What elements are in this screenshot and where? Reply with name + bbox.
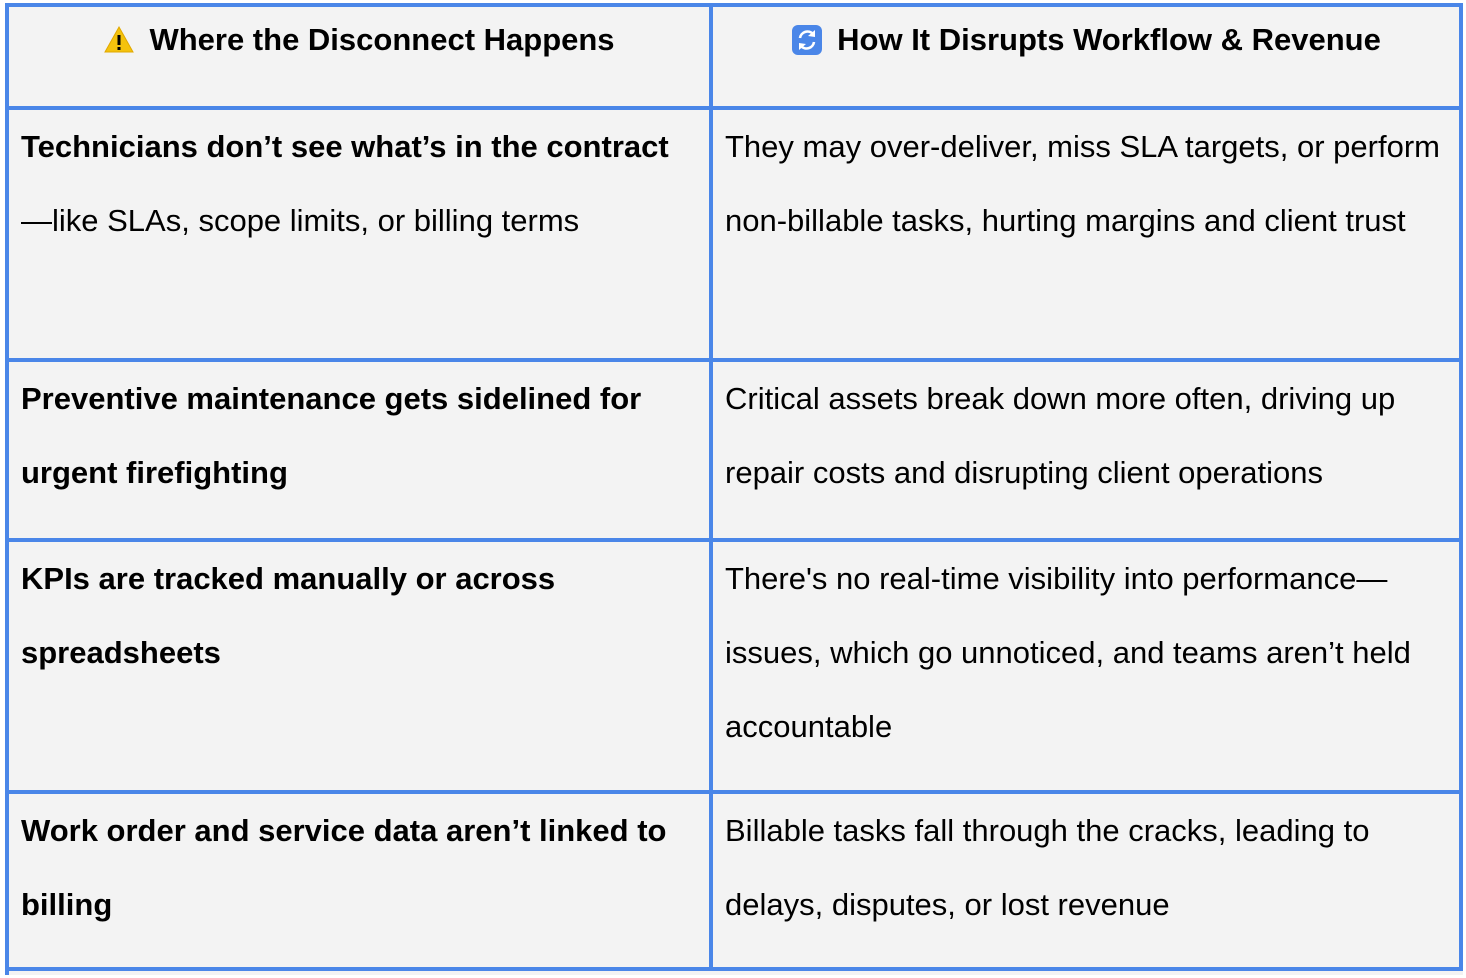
row-4-disconnect-cell	[9, 794, 713, 971]
header-cell-disconnect	[9, 7, 713, 110]
row-3-disconnect-bold: KPIs are tracked manually or across spreadsheets	[21, 561, 556, 670]
row-3-disruption-text: There's no real-time visibility into performance—issues, which go unnoticed, and teams aren’t held accountable	[725, 561, 1411, 744]
header-label-disconnect: Where the Disconnect Happens	[149, 22, 615, 57]
row-2-disruption-cell	[713, 362, 1463, 542]
row-1-disconnect-bold: Technicians don’t see what’s in the contract	[21, 129, 669, 164]
row-2-disconnect-bold: Preventive maintenance gets sidelined for urgent firefighting	[21, 381, 642, 490]
row-2-disruption-text: Critical assets break down more often, driving up repair costs and disrupting client operations	[725, 381, 1396, 490]
row-1-disconnect-cell	[9, 110, 713, 362]
row-1-disruption-cell	[713, 110, 1463, 362]
row-4-disruption-cell	[713, 794, 1463, 971]
row-4-disruption-text: Billable tasks fall through the cracks, leading to delays, disputes, or lost revenue	[725, 813, 1370, 922]
header-label-disruption: How It Disrupts Workflow & Revenue	[837, 22, 1381, 57]
row-4-disconnect-bold: Work order and service data aren’t linked to billing	[21, 813, 667, 922]
row-1-disconnect-text: —like SLAs, scope limits, or billing terms	[21, 203, 580, 238]
header-cell-disruption	[713, 7, 1463, 110]
refresh-icon	[791, 24, 823, 56]
comparison-table	[5, 3, 1463, 975]
row-3-disruption-cell	[713, 542, 1463, 794]
warning-icon	[103, 24, 135, 56]
row-3-disconnect-cell	[9, 542, 713, 794]
row-2-disconnect-cell	[9, 362, 713, 542]
row-1-disruption-text: They may over-deliver, miss SLA targets, or perform non-billable tasks, hurting margins and client trust	[725, 129, 1440, 238]
